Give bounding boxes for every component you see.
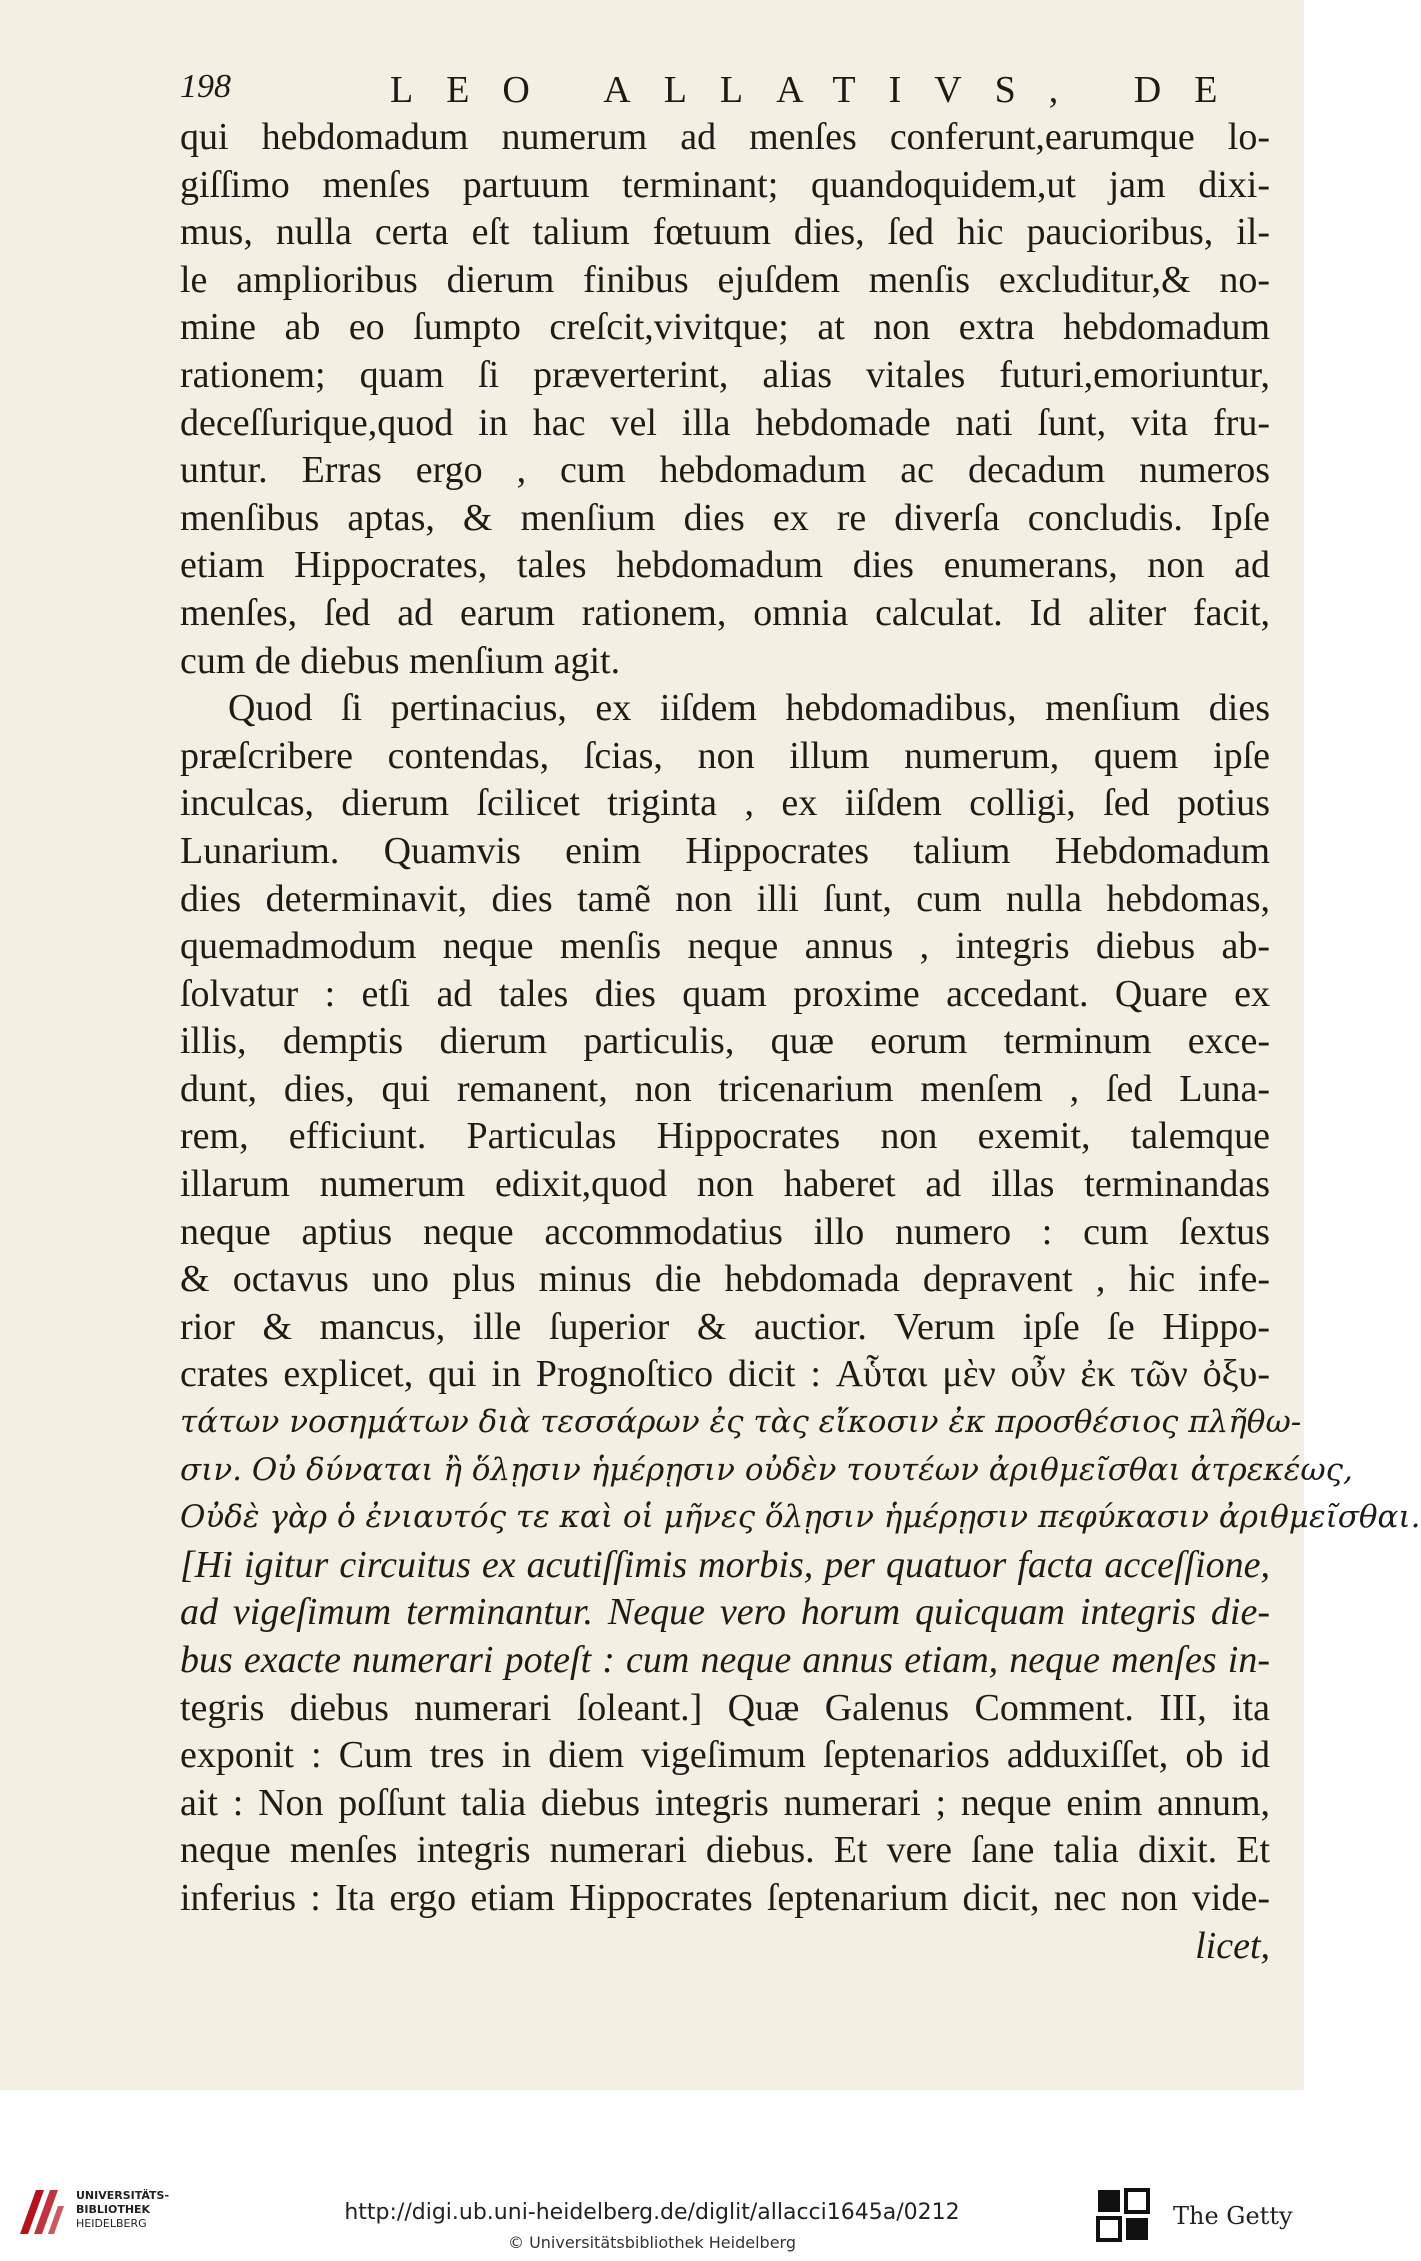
greek-quotation-line: Οὐδὲ γὰρ ὁ ἐνιαυτός τε καὶ οἱ μῆνες ὅλῃσιν ἡμέρῃσιν πεφύκασιν ἀριθμεῖσθαι. — [180, 1499, 1421, 1536]
text-line: untur. Erras ergo , cum hebdomadum ac decadum numeros — [180, 449, 1270, 492]
page-number: 198 — [180, 68, 231, 105]
text-line: exponit : Cum tres in diem vigeſimum ſeptenarios adduxiſſet, ob id — [180, 1734, 1270, 1777]
library-name-line-2: BIBLIOTHEK — [76, 2203, 151, 2216]
text-line: menſibus aptas, & menſium dies ex re diverſa concludis. Ipſe — [180, 496, 1270, 539]
permalink[interactable]: http://digi.ub.uni-heidelberg.de/diglit/allacci1645a/0212 — [344, 2200, 960, 2225]
running-title: LEO ALLATIVS, DE — [390, 69, 1251, 111]
text-line: Quod ſi pertinacius, ex iiſdem hebdomadibus, menſium dies — [228, 687, 1270, 730]
text-line: ſolvatur : etſi ad tales dies quam proxime accedant. Quare ex — [180, 972, 1270, 1015]
greek-quotation-line: σιν. Οὐ δύναται ἢ ὅλῃσιν ἡμέρῃσιν οὐδὲν τουτέων ἀριθμεῖσθαι ἀτρεκέως, — [180, 1451, 1353, 1488]
text-line: menſes, ſed ad earum rationem, omnia calculat. Id aliter facit, — [180, 591, 1270, 634]
text-line: mus, nulla certa eſt talium fœtuum dies, ſed hic paucioribus, il- — [180, 211, 1270, 254]
text-line: inculcas, dierum ſcilicet triginta , ex iiſdem colligi, ſed potius — [180, 782, 1270, 825]
text-line: ait : Non poſſunt talia diebus integris numerari ; neque enim annum, — [180, 1781, 1270, 1824]
text-line: rior & mancus, ille ſuperior & auctior. Verum ipſe ſe Hippo- — [180, 1305, 1270, 1348]
getty-name: The Getty — [1173, 2202, 1293, 2230]
text-line: tegris diebus numerari ſoleant.] Quæ Galenus Comment. III, ita — [180, 1686, 1270, 1729]
text-line: crates explicet, qui in Prognoſtico dicit : Αὗται μὲν οὖν ἐκ τῶν ὀξυ- — [180, 1353, 1270, 1396]
text-line: deceſſurique,quod in hac vel illa hebdomade nati ſunt, vita fru- — [180, 401, 1270, 444]
text-line: præſcribere contendas, ſcias, non illum numerum, quem ipſe — [180, 734, 1270, 777]
body-text — [180, 114, 1421, 1970]
text-line: & octavus uno plus minus die hebdomada depravent , hic infe- — [180, 1258, 1270, 1301]
text-line: bus exacte numerari poteſt : cum neque annus etiam, neque menſes in- — [180, 1639, 1270, 1681]
catchword: licet, — [1195, 1924, 1270, 1967]
text-line: le amplioribus dierum finibus ejuſdem menſis excluditur,& no- — [180, 258, 1270, 301]
text-line: qui hebdomadum numerum ad menſes conferunt,earumque lo- — [180, 116, 1270, 158]
library-city: HEIDELBERG — [76, 2217, 147, 2230]
text-line: dunt, dies, qui remanent, non tricenarium menſem , ſed Luna- — [180, 1067, 1270, 1110]
text-line: ad vigeſimum terminantur. Neque vero horum quicquam integris die- — [180, 1591, 1270, 1634]
text-line: rationem; quam ſi præverterint, alias vitales futuri,emoriuntur, — [180, 353, 1270, 396]
running-head — [180, 68, 1260, 118]
text-line: illarum numerum edixit,quod non haberet ad illas terminandas — [180, 1163, 1270, 1206]
text-line: etiam Hippocrates, tales hebdomadum dies enumerans, non ad — [180, 544, 1270, 587]
text-line: Lunarium. Quamvis enim Hippocrates talium Hebdomadum — [180, 829, 1270, 872]
text-line: neque menſes integris numerari diebus. Et vere ſane talia dixit. Et — [180, 1829, 1270, 1872]
text-line: [Hi igitur circuitus ex acutiſſimis morbis, per quatuor facta acceſſione, — [180, 1543, 1270, 1586]
library-name-line-1: UNIVERSITÄTS- — [76, 2189, 170, 2202]
greek-quotation-line: τάτων νοσημάτων διὰ τεσσάρων ἐς τὰς εἴκοσιν ἐκ προσθέσιος πλῆθω- — [180, 1404, 1302, 1441]
text-line: dies determinavit, dies tamẽ non illi ſunt, cum nulla hebdomas, — [180, 877, 1270, 920]
text-line: quemadmodum neque menſis neque annus , integris diebus ab- — [180, 925, 1270, 968]
text-line: cum de diebus menſium agit. — [180, 639, 621, 682]
viewer-footer — [0, 2090, 1304, 2261]
copyright-notice: © Universitätsbibliothek Heidelberg — [507, 2233, 796, 2252]
text-line: neque aptius neque accommodatius illo numero : cum ſextus — [180, 1210, 1270, 1253]
getty-logo-icon — [1096, 2188, 1150, 2242]
text-line: illis, demptis dierum particulis, quæ eorum terminum exce- — [180, 1020, 1270, 1063]
text-line: giſſimo menſes partuum terminant; quandoquidem,ut jam dixi- — [180, 163, 1270, 206]
text-line: mine ab eo ſumpto creſcit,vivitque; at non extra hebdomadum — [180, 306, 1270, 349]
text-line: inferius : Ita ergo etiam Hippocrates ſeptenarium dicit, nec non vide- — [180, 1876, 1270, 1919]
text-line: rem, efficiunt. Particulas Hippocrates non exemit, talemque — [180, 1115, 1270, 1158]
